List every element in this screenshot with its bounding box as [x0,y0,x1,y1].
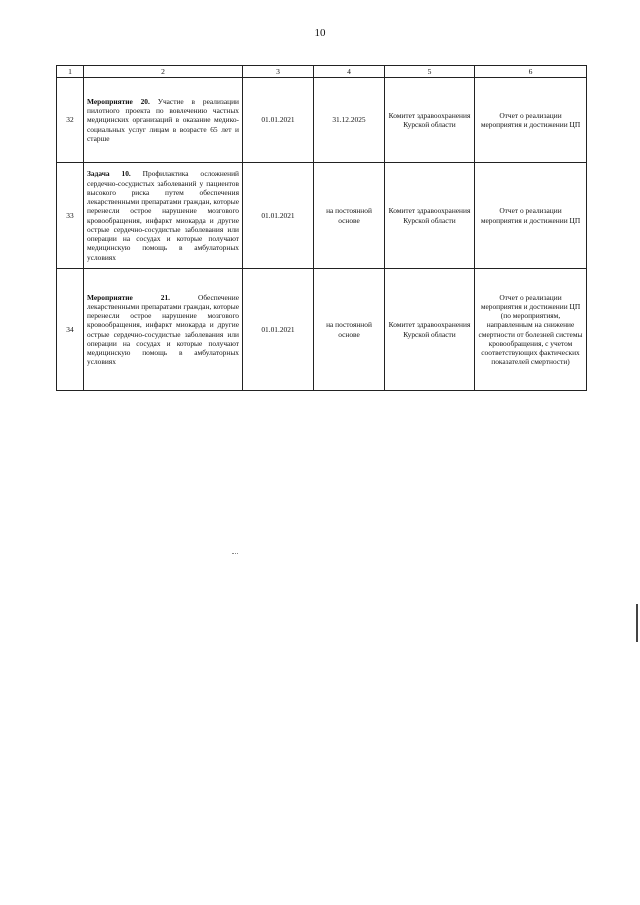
table-row [57,78,587,163]
measure-label: Задача 10. [87,169,131,179]
measure-text: Участие в реализации пилотного проекта по вовлечению частных медицинских организаций в оказание медико-социальных услуг лицам в возрасте 65 лет и старше [87,96,239,143]
end-date: на постоянной основе [314,163,385,269]
table-row [57,163,587,269]
start-date: 01.01.2021 [243,163,314,269]
measure-description [84,78,243,163]
measure-description [84,269,243,391]
table-row [57,269,587,391]
column-header: 6 [475,66,587,78]
table-header-row [57,66,587,78]
scan-edge-mark [636,604,638,642]
measure-description [84,163,243,269]
row-number: 32 [57,78,84,163]
column-header: 2 [84,66,243,78]
end-date: 31.12.2025 [314,78,385,163]
measure-text: Профилактика осложнений сердечно-сосудистых заболеваний у пациентов высокого риска путем обеспечения лекарственными препаратами граждан, которые перенесли острое нарушение мозгового кровообращения, инфаркт миокарда и другие острые сердечно-сосудистые заболевания или операции на сосудах и которые получают медицинскую помощь в амбулаторных условиях [87,169,240,262]
start-date: 01.01.2021 [243,269,314,391]
row-number: 34 [57,269,84,391]
page-number: 10 [314,27,326,39]
expected-result: Отчет о реализации мероприятия и достижении ЦП [475,78,587,163]
executor: Комитет здравоохранения Курской области [385,78,475,163]
measures-table [56,65,587,391]
measure-label: Мероприятие 21. [87,292,170,302]
column-header: 3 [243,66,314,78]
expected-result: Отчет о реализации мероприятия и достижении ЦП [475,163,587,269]
end-date: на постоянной основе [314,269,385,391]
executor: Комитет здравоохранения Курской области [385,163,475,269]
column-header: 4 [314,66,385,78]
column-header: 1 [57,66,84,78]
expected-result: Отчет о реализации мероприятия и достижении ЦП (по мероприятиям, направленным на снижение смертности от болезней системы кровообращения, с учетом соответствующих фактических показателей смертности) [475,269,587,391]
measure-text: Обеспечение лекарственными препаратами граждан, которые перенесли острое нарушение мозгового кровообращения, инфаркт миокарда и другие острые сердечно-сосудистые заболевания или операции на сосудах и которые получают медицинскую помощь в амбулаторных условиях [87,292,239,367]
executor: Комитет здравоохранения Курской области [385,269,475,391]
start-date: 01.01.2021 [243,78,314,163]
measure-label: Мероприятие 20. [87,96,150,106]
column-header: 5 [385,66,475,78]
scan-artifact [232,553,238,555]
row-number: 33 [57,163,84,269]
